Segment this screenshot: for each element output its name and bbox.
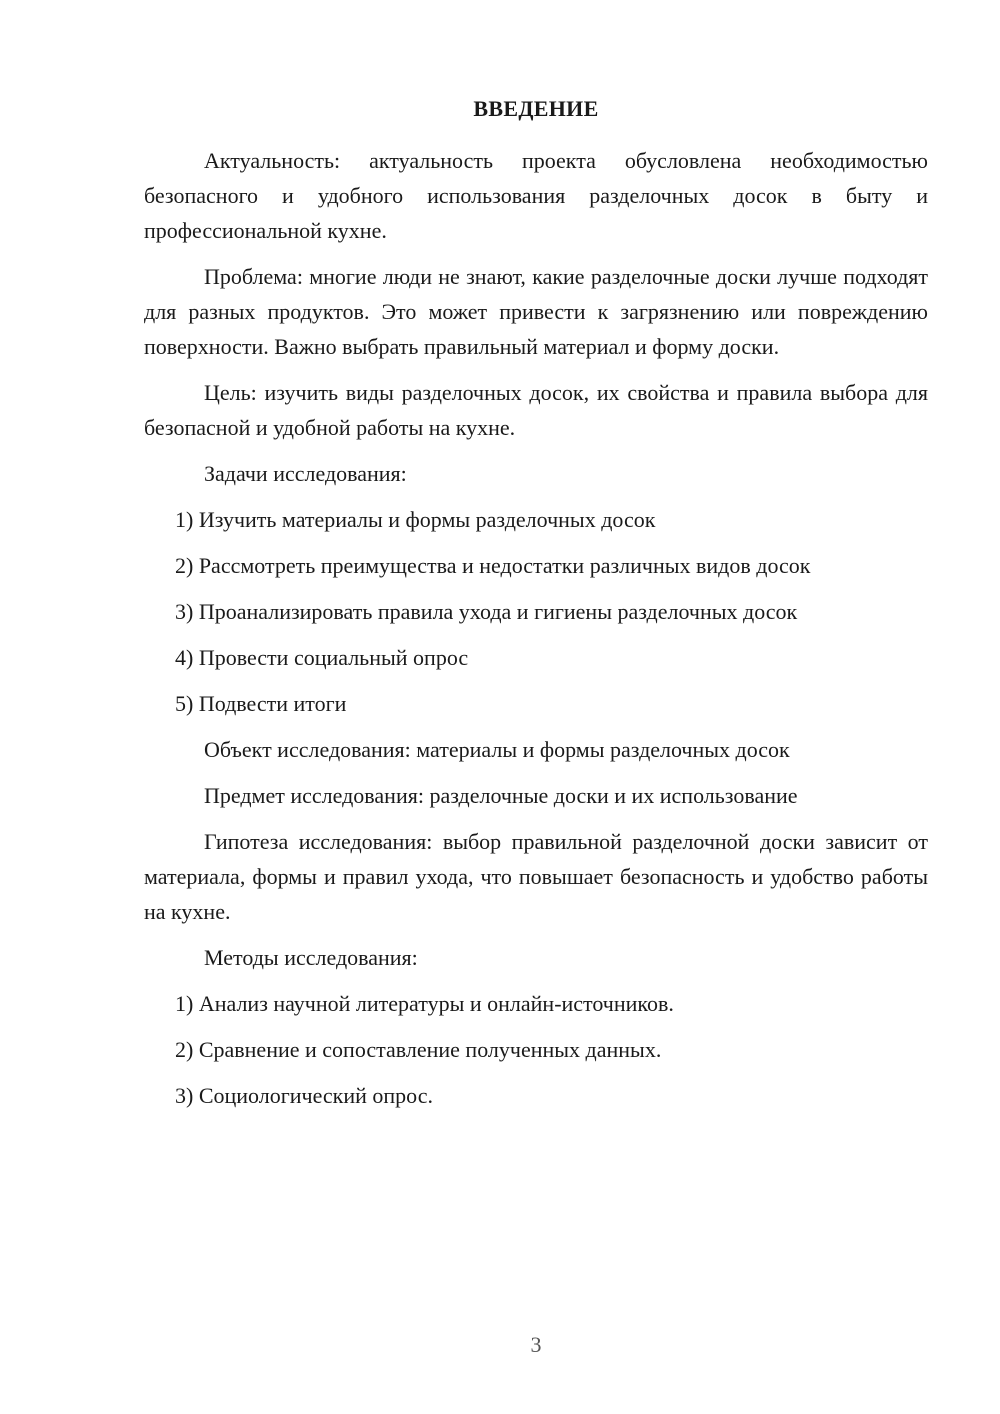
page-number: 3 [530,1332,542,1357]
relevance-paragraph: Актуальность: актуальность проекта обусловлена необходимостью безопасного и удобного использования разделочных досок в быту и профессиональной кухне. [144,148,928,243]
method-item: 2) Сравнение и сопоставление полученных данных. [175,1037,662,1062]
task-item: 4) Провести социальный опрос [175,645,469,670]
object-paragraph: Объект исследования: материалы и формы разделочных досок [204,737,790,762]
method-item: 1) Анализ научной литературы и онлайн-источников. [175,991,674,1016]
task-item: 5) Подвести итоги [175,691,347,716]
task-item: 3) Проанализировать правила ухода и гигиены разделочных досок [175,599,798,624]
hypothesis-paragraph: Гипотеза исследования: выбор правильной разделочной доски зависит от материала, формы и правил ухода, что повышает безопасность и удобство работы на кухне. [144,829,928,924]
document-body [144,143,928,1124]
subject-paragraph: Предмет исследования: разделочные доски и их использование [204,783,798,808]
problem-paragraph: Проблема: многие люди не знают, какие разделочные доски лучше подходят для разных продуктов. Это может привести к загрязнению или повреждению поверхности. Важно выбрать правильный материал и форму доски. [144,264,928,359]
methods-title: Методы исследования: [204,945,418,970]
goal-paragraph: Цель: изучить виды разделочных досок, их свойства и правила выбора для безопасной и удобной работы на кухне. [144,380,928,440]
task-item: 1) Изучить материалы и формы разделочных досок [175,507,656,532]
method-item: 3) Социологический опрос. [175,1083,433,1108]
tasks-list [144,502,928,721]
page-heading: ВВЕДЕНИЕ [473,96,599,121]
methods-list [144,986,928,1113]
task-item: 2) Рассмотреть преимущества и недостатки различных видов досок [175,553,811,578]
tasks-title: Задачи исследования: [204,461,407,486]
